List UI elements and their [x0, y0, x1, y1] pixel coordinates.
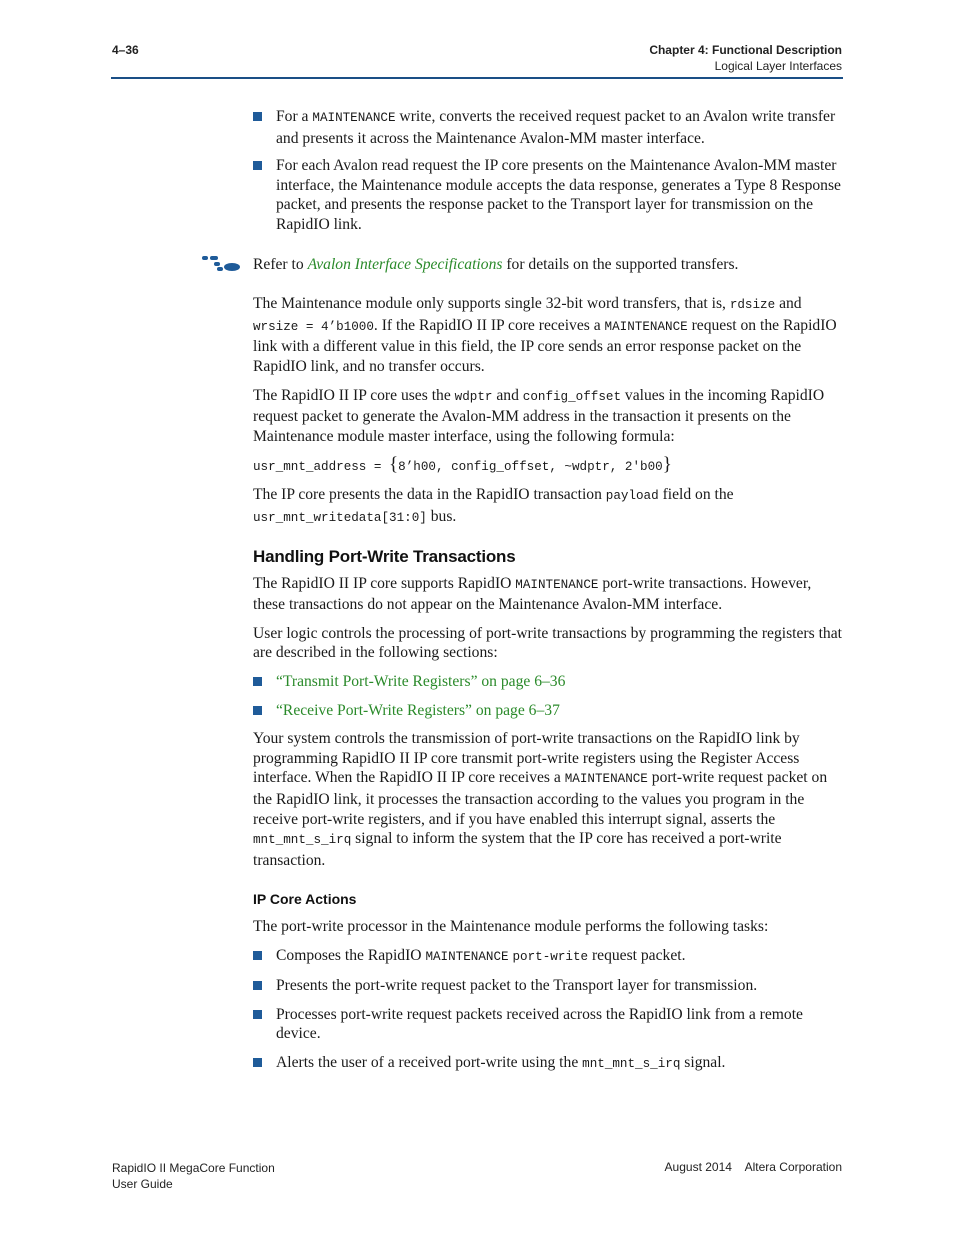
bullet-square-icon	[253, 112, 262, 121]
footer-left	[112, 1160, 275, 1192]
bullet-square-icon	[253, 1058, 262, 1067]
list-item	[253, 672, 845, 692]
bullet-square-icon	[253, 1010, 262, 1019]
transmit-registers-link[interactable]: “Transmit Port-Write Registers” on page 6–36	[276, 673, 566, 691]
section-title: Logical Layer Interfaces	[714, 59, 842, 73]
paragraph: The IP core presents the data in the RapidIO transaction payload field on the usr_mnt_writedata[31:0] bus.	[253, 485, 734, 525]
receive-registers-link[interactable]: “Receive Port-Write Registers” on page 6–37	[276, 701, 560, 719]
list-item	[253, 701, 845, 721]
list-item: For each Avalon read request the IP core presents on the Maintenance Avalon-MM master interface, the Maintenance module accepts the data response, generates a Type 8 Response packet, and presents the response packet to the Transport layer for transmission on the RapidIO link.	[253, 156, 845, 234]
paragraph: The Maintenance module only supports single 32-bit word transfers, that is, rdsize and wrsize = 4’b1000. If the RapidIO II IP core receives a MAINTENANCE request on the RapidIO link with a different value in this field, the IP core sends an error response packet on the RapidIO link, and no transfer occurs.	[253, 295, 837, 375]
list-item: For a MAINTENANCE write, converts the received request packet to an Avalon write transfer and presents it across the Maintenance Avalon-MM master interface.	[253, 107, 845, 148]
note-icon	[200, 254, 242, 276]
subsection-heading: IP Core Actions	[253, 891, 357, 908]
list-item: Alerts the user of a received port-write using the mnt_mnt_s_irq signal.	[253, 1053, 845, 1075]
footer-right: August 2014 Altera Corporation	[664, 1160, 842, 1174]
paragraph: Your system controls the transmission of port-write transactions on the RapidIO link by programming RapidIO II IP core transmit port-write registers using the Register Access interface. When the RapidIO II IP core receives a MAINTENANCE port-write request packet on the RapidIO link, it processes the transaction according to the values you program in the receive port-write registers, and if you have enabled this interrupt signal, asserts the mnt_mnt_s_irq signal to inform the system that the IP core has received a port-write transaction.	[253, 730, 828, 869]
list-item: Composes the RapidIO MAINTENANCE port-write request packet.	[253, 946, 845, 968]
bullet-square-icon	[253, 161, 262, 170]
footer-doc-type: User Guide	[112, 1177, 173, 1191]
header-rule	[111, 77, 843, 79]
paragraph: User logic controls the processing of port-write transactions by programming the registers that are described in the following sections:	[253, 624, 842, 662]
note-text: Refer to Avalon Interface Specifications for details on the supported transfers.	[253, 255, 739, 273]
list-item: Presents the port-write request packet to the Transport layer for transmission.	[253, 976, 845, 996]
avalon-spec-link[interactable]: Avalon Interface Specifications	[307, 255, 503, 273]
footer-product: RapidIO II MegaCore Function	[112, 1161, 275, 1175]
formula: usr_mnt_address = {8’h00, config_offset, ~wdptr, 2'b00}	[253, 454, 672, 476]
main-content	[253, 107, 845, 1075]
section-heading: Handling Port-Write Transactions	[253, 547, 516, 567]
chapter-title: Chapter 4: Functional Description	[649, 43, 842, 57]
paragraph: The RapidIO II IP core uses the wdptr and config_offset values in the incoming RapidIO request packet to generate the Avalon-MM address in the transaction it presents on the Maintenance module master interface, using the following formula:	[253, 386, 825, 445]
bullet-square-icon	[253, 677, 262, 686]
bullet-square-icon	[253, 706, 262, 715]
paragraph: The port-write processor in the Maintenance module performs the following tasks:	[253, 918, 769, 935]
page-number: 4–36	[112, 43, 139, 57]
bullet-square-icon	[253, 951, 262, 960]
list-item: Processes port-write request packets received across the RapidIO link from a remote device.	[253, 1005, 845, 1044]
paragraph: The RapidIO II IP core supports RapidIO MAINTENANCE port-write transactions. However, these transactions do not appear on the Maintenance Avalon-MM interface.	[253, 574, 812, 614]
bullet-square-icon	[253, 981, 262, 990]
